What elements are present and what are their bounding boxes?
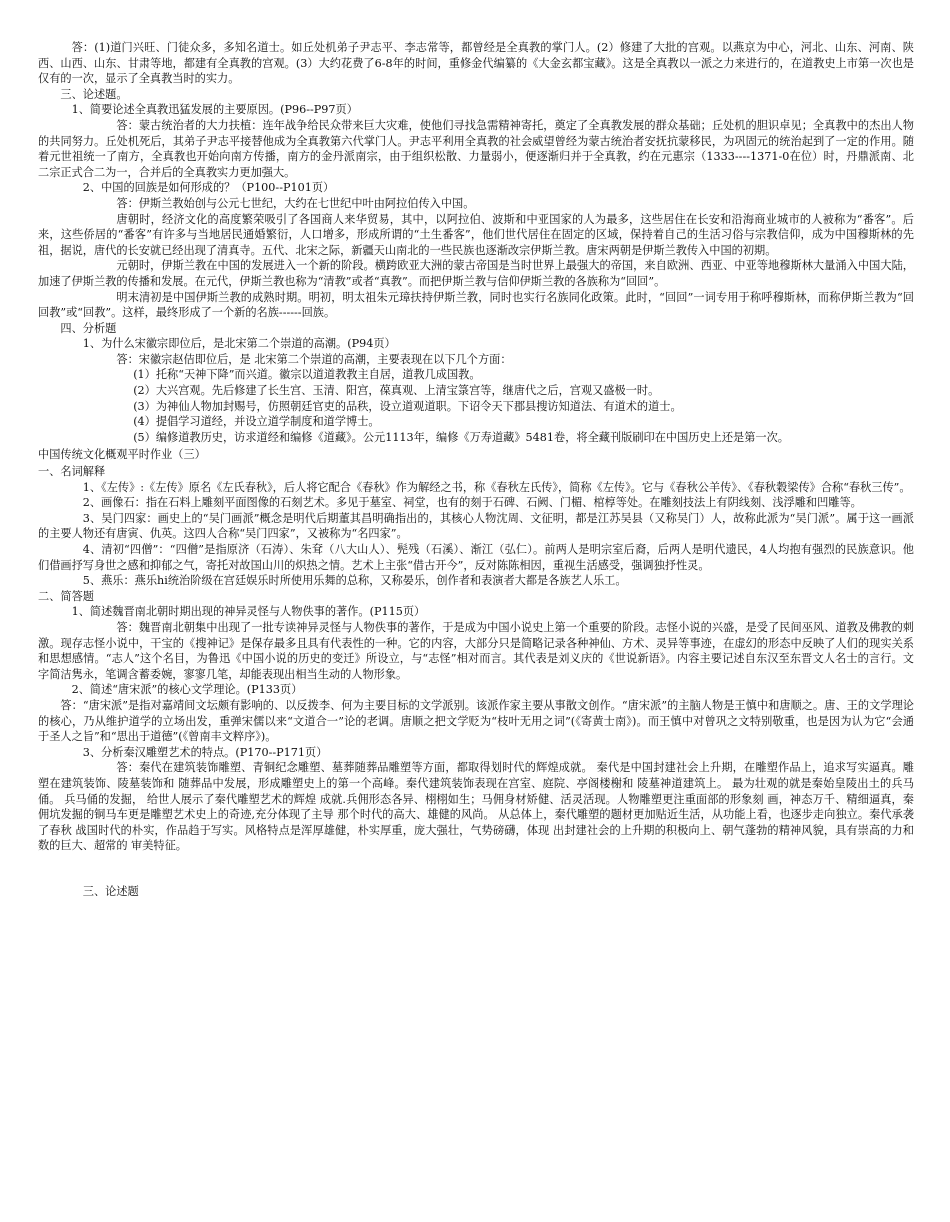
- term-entry: 4、清初“四僧”：“四僧”是指原济（石涛）、朱耷（八大山人）、髡残（石溪）、渐江（弘仁）。前两人是明宗室后裔，后两人是明代遗民，4人均抱有强烈的民族意识。他们借画抒写身世之感和抑郁之气，寄托对故国山川的炽热之情。艺术上主张“借古开今”，反对陈陈相因，重视生活感受，强调独抒性灵。: [38, 543, 914, 572]
- section-heading: 三、论述题。: [60, 87, 128, 101]
- document-title: 中国传统文化概观平时作业（三）: [38, 448, 206, 462]
- answer-paragraph: 答：魏晋南北朝集中出现了一批专读神异灵怪与人物佚事的著作，于是成为中国小说史上第一个重要的阶段。志怪小说的兴盛，是受了民间巫风、道教及佛教的刺激。现存志怪小说中，干宝的《搜神记》是保存最多且具有代表性的一种。它的内容，大部分只是简略记录各种神仙、方术、灵异等事迹，在虚幻的形态中反映了人们的现实关系和思想感情。“志人”这个名目，为鲁迅《中国小说的历史的变迁》所设立，与“志怪”相对而言。其代表是刘义庆的《世说新语》。内容主要记述自东汉至东晋文人名士的言行。文字简洁隽永，笔调含蓄委婉，寥寥几笔，却能表现出相当生动的人物形象。: [38, 620, 914, 681]
- answer-paragraph: 元朝时，伊斯兰教在中国的发展进入一个新的阶段。横跨欧亚大洲的蒙古帝国是当时世界上最强大的帝国，来自欧洲、西亚、中亚等地穆斯林大量涌入中国大陆，加速了伊斯兰教的传播和发展。在元代，伊斯兰教也称为“清教”或者“真教”。而把伊斯兰教与信仰伊斯兰教的各族称为“回回”。: [38, 259, 914, 288]
- answer-paragraph: 答：伊斯兰教始创与公元七世纪，大约在七世纪中叶由阿拉伯传入中国。: [116, 196, 475, 210]
- answer-list-item: (5）编修道教历史，访求道经和编修《道藏》。公元1113年，编修《万寿道藏》5481卷，将全藏刊版刷印在中国历史上还是第一次。: [133, 430, 789, 444]
- answer-paragraph: 唐朝时，经济文化的高度繁荣吸引了各国商人来华贸易，其中，以阿拉伯、波斯和中亚国家的人为最多，这些居住在长安和沿海商业城市的人被称为“番客”。后来，这些侨居的“番客”有许多与当地居民通婚繁衍，人口增多，形成所谓的“土生番客”，他们世代居住在固定的区域，保持着自己的生活习俗与宗教信仰，成为中国穆斯林的先祖，据说，唐代的长安就已经出现了清真寺。五代、北宋之际，新疆天山南北的一些民族也逐渐改宗伊斯兰教。唐宋两朝是伊斯兰教传入中国的初期。: [38, 212, 914, 257]
- section-heading: 一、名词解释: [38, 465, 106, 479]
- question-heading: 1、简要论述全真教迅猛发展的主要原因。(P96--P97页）: [71, 103, 358, 117]
- question-heading: 3、分析秦汉雕塑艺术的特点。(P170--P171页）: [82, 745, 328, 759]
- section-heading: 四、分析题: [60, 321, 117, 335]
- answer-paragraph: 答：秦代在建筑装饰雕塑、青铜纪念雕塑、墓葬随葬品雕塑等方面，都取得划时代的辉煌成就。 秦代是中国封建社会上升期，在雕塑作品上，追求写实逼真。雕塑在建筑装饰、陵墓装饰和 随葬品中发展，形成雕塑史上的第一个高峰。秦代建筑装饰表现在宫室、庭院、亭阁楼榭和 陵墓神道建筑上。 最为壮观的就是秦始皇陵出土的兵马俑。 兵马俑的发掘， 给世人展示了秦代雕塑艺术的辉煌 成就.兵佣形态各异、栩栩如生；马佣身材矫健、活灵活现。人物雕塑更注重面部的形象刻 画，神态万千、精细逼真，秦佣坑发掘的铜马车更是雕塑艺术史上的奇迹,充分体现了主导 那个时代的高大、雄健的风尚。 从总体上，秦代雕塑的题材更加贴近生活，从功能上看，也逐步走向独立。秦代承袭了春秋 战国时代的朴实，作品趋于写实。风格特点是浑厚雄健，朴实厚重，庞大强壮，气势磅礴，体现 出封建社会的上升期的积极向上、朝气蓬勃的精神风貌，具有崇高的力和数的巨大、超常的 审美特征。: [38, 761, 914, 853]
- answer-list-item: (3）为神仙人物加封赐号，仿照朝廷官吏的品秩，设立道观道职。下诏令天下郡县搜访知道法、有道术的道士。: [133, 399, 682, 413]
- spacer: [38, 854, 914, 884]
- answer-intro: 答：(1)道门兴旺、门徒众多，多知名道士。如丘处机弟子尹志平、李志常等，都曾经是全真教的掌门人。(2）修建了大批的宫观。以燕京为中心，河北、山东、河南、陕西、山西、山东、甘肃等地，都建有全真教的宫观。(3）大约花费了6-8年的时间，重修金代编纂的《大金玄都宝藏》。这是全真教以一派之力来进行的，在道教史上市第一次也是仅有的一次，显示了全真教当时的实力。: [38, 41, 914, 86]
- answer-paragraph: 答：“唐宋派”是指对嘉靖间文坛颇有影响的、以反拨李、何为主要目标的文学派别。该派作家主要从事散文创作。“唐宋派”的主脑人物是王慎中和唐顺之。唐、王的文学理论的核心，乃从维护道学的立场出发，重弹宋儒以来“文道合一”论的老调。唐顺之把文学贬为“枝叶无用之词”(《寄黄士南》)。而王慎中对曾巩之文特别敬重，也是因为认为它“会通于圣人之旨”和“思出于道德”(《曾南丰文粹序》)。: [38, 698, 914, 744]
- question-heading: 2、简述“唐宋派”的核心文学理论。(P133页）: [71, 683, 303, 697]
- answer-paragraph: 答：蒙古统治者的大力扶植：连年战争给民众带来巨大灾难，使他们寻找急需精神寄托，奠定了全真教发展的群众基础；丘处机的胆识卓见；全真教中的杰出人物的共同努力。丘处机死后，其弟子尹志平接替他成为全真教第六代掌门人。尹志平利用全真教的社会威望曾经为蒙古统治者安抚抗蒙移民，为巩固元的统治起到了一定的作用。随着元世祖统一了南方，全真教也开始向南方传播，南方的金丹派南宗，由于组织松散、力量弱小，便逐渐归并于全真教，约在元惠宗（1333----1371-0在位）时，丹鼎派南、北二宗正式合二为一，合并后的全真教实力更加强大。: [38, 118, 914, 179]
- term-entry: 1、《左传》:《左传》原名《左氏春秋》，后人将它配合《春秋》作为解经之书，称《春秋左氏传》，简称《左传》。它与《春秋公羊传》、《春秋穀梁传》合称“春秋三传”。: [82, 480, 911, 494]
- term-entry: 3、吴门四家：画史上的“吴门画派”概念是明代后期董其昌明确指出的，其核心人物沈周、文征明，都是江苏吴县（又称吴门）人，故称此派为“吴门派”。属于这一画派的主要人物还有唐寅、仇英。这四人合称“吴门四家”，又被称为“名四家”。: [38, 511, 914, 541]
- section-heading: 三、论述题: [82, 884, 139, 898]
- answer-list-item: (2）大兴宫观。先后修建了长生宫、玉清、阳宫，葆真观、上清宝箓宫等，继唐代之后，宫观又盛极一时。: [133, 384, 660, 398]
- term-entry: 5、燕乐：燕乐hi统治阶级在宫廷娱乐时所使用乐舞的总称，又称晏乐，创作者和表演者大都是各族艺人乐工。: [82, 574, 627, 588]
- answer-paragraph: 答：宋徽宗赵佶即位后，是 北宋第二个崇道的高潮，主要表现在以下几个方面：: [116, 352, 512, 366]
- question-heading: 1、为什么宋徽宗即位后，是北宋第二个崇道的高潮。(P94页）: [82, 337, 396, 351]
- question-heading: 1、简述魏晋南北朝时期出现的神异灵怪与人物佚事的著作。(P115页）: [71, 605, 426, 619]
- answer-paragraph: 明末清初是中国伊斯兰教的成熟时期。明初，明太祖朱元璋扶持伊斯兰教，同时也实行名族同化政策。此时，“回回”一词专用于称呼穆斯林，而称伊斯兰教为“回回教”或“回教”。这样，最终形成了一个新的名族------回族。: [38, 290, 914, 320]
- term-entry: 2、画像石：指在石料上雕刻平面图像的石刻艺术。多见于墓室、祠堂，也有的刻于石碑、石阙、门楣、棺椁等处。在雕刻技法上有阴线刻、浅浮雕和凹雕等。: [82, 496, 862, 510]
- section-heading: 二、简答题: [38, 589, 94, 603]
- answer-list-item: (4）提倡学习道经，并设立道学制度和道学博士。: [133, 415, 380, 429]
- question-heading: 2、中国的回族是如何形成的？（P100--P101页）: [82, 181, 335, 195]
- answer-list-item: (1）托称“天神下降”而兴道。徽宗以道道教教主自居，道教几成国教。: [133, 368, 481, 382]
